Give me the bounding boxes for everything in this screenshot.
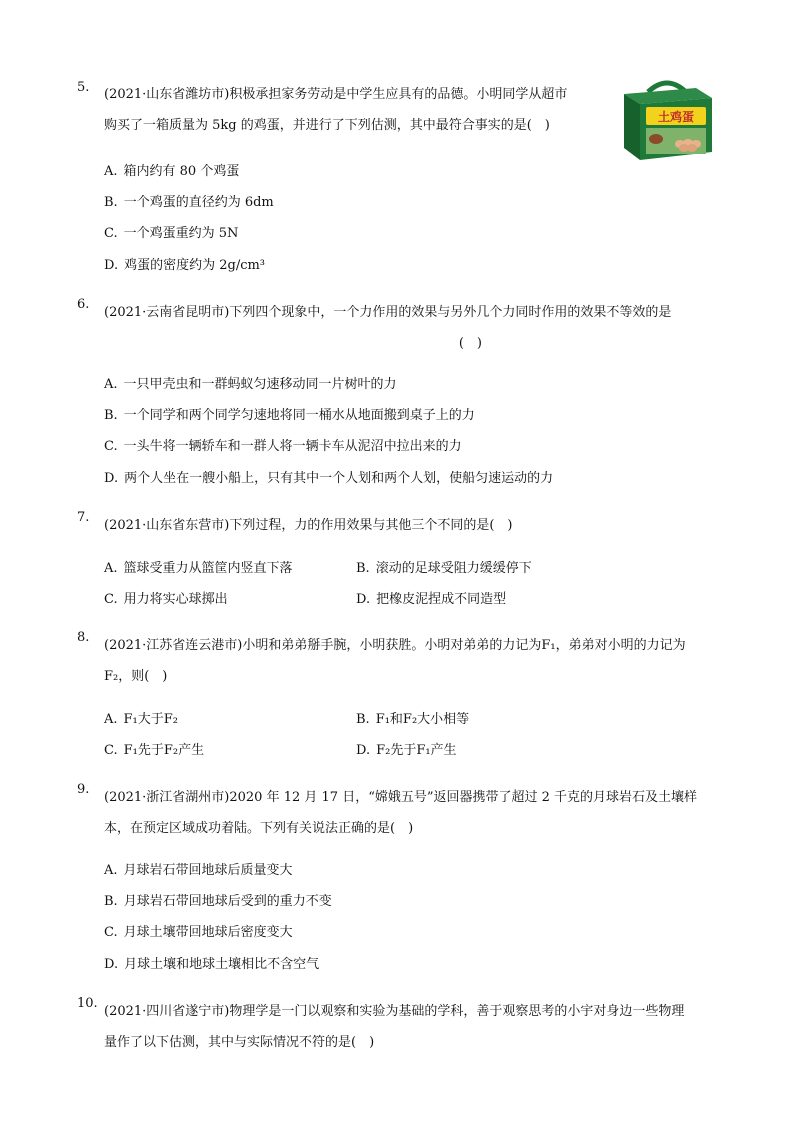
option-7c: C. 用力将实心球掷出: [104, 592, 228, 607]
option-8a: A. F₁大于F₂: [104, 712, 178, 727]
stem-line: F₂，则( ): [104, 669, 168, 684]
question-stem: [104, 782, 717, 844]
option-9c: C. 月球土壤带回地球后密度变大: [104, 925, 293, 940]
stem-line: (2021·江苏省连云港市)小明和弟弟掰手腕，小明获胜。小明对弟弟的力记为F₁，弟弟对小明的力记为: [104, 638, 686, 653]
option-6d: D. 两个人坐在一艘小船上，只有其中一个人划和两个人划，使船匀速运动的力: [104, 471, 554, 486]
question-number: 7.: [77, 510, 90, 525]
option-7d: D. 把橡皮泥捏成不同造型: [356, 592, 507, 607]
option-5d: D. 鸡蛋的密度约为 2g/cm³: [104, 258, 266, 273]
stem-line: (2021·浙江省湖州市)2020 年 12 月 17 日，“嫦娥五号”返回器携带了超过 2 千克的月球岩石及土壤样: [104, 790, 698, 805]
option-9a: A. 月球岩石带回地球后质量变大: [104, 863, 293, 878]
question-number: 8.: [77, 630, 90, 645]
question-stem: [104, 996, 717, 1058]
question-10: [77, 996, 717, 1058]
question-6: [77, 297, 717, 359]
option-7a: A. 篮球受重力从篮筐内竖直下落: [104, 561, 293, 576]
option-7b: B. 滚动的足球受阻力缓缓停下: [356, 561, 532, 576]
question-stem: [104, 79, 624, 141]
option-9b: B. 月球岩石带回地球后受到的重力不变: [104, 894, 332, 909]
question-number: 5.: [77, 80, 90, 95]
option-6a: A. 一只甲壳虫和一群蚂蚁匀速移动同一片树叶的力: [104, 377, 397, 392]
option-8d: D. F₂先于F₁产生: [356, 743, 457, 758]
stem-line: (2021·云南省昆明市)下列四个现象中，一个力作用的效果与另外几个力同时作用的效果不等效的是: [104, 305, 672, 320]
option-8c: C. F₁先于F₂产生: [104, 743, 205, 758]
question-stem: [104, 630, 717, 692]
stem-line: 购买了一箱质量为 5kg 的鸡蛋，并进行了下列估测，其中最符合事实的是( ): [104, 118, 550, 133]
question-9: [77, 782, 717, 844]
option-5b: B. 一个鸡蛋的直径约为 6dm: [104, 195, 274, 210]
question-stem: [104, 510, 717, 541]
question-8: [77, 630, 717, 692]
stem-line: 量作了以下估测，其中与实际情况不符的是( ): [104, 1035, 375, 1050]
option-5a: A. 箱内约有 80 个鸡蛋: [104, 164, 240, 179]
stem-line: 本，在预定区域成功着陆。下列有关说法正确的是( ): [104, 821, 414, 836]
option-9d: D. 月球土壤和地球土壤相比不含空气: [104, 957, 320, 972]
question-number: 10.: [77, 996, 98, 1011]
stem-line: (2021·山东省潍坊市)积极承担家务劳动是中学生应具有的品德。小明同学从超市: [104, 87, 568, 102]
stem-line: ( ): [458, 336, 482, 351]
question-number: 6.: [77, 297, 90, 312]
question-number: 9.: [77, 782, 90, 797]
question-7: [77, 510, 717, 541]
option-6c: C. 一头牛将一辆轿车和一群人将一辆卡车从泥沼中拉出来的力: [104, 439, 462, 454]
question-stem: [104, 297, 717, 359]
egg-box-image: [618, 76, 716, 162]
stem-line: (2021·四川省遂宁市)物理学是一门以观察和实验为基础的学科，善于观察思考的小宇对身边一些物理: [104, 1004, 685, 1019]
stem-line: (2021·山东省东营市)下列过程，力的作用效果与其他三个不同的是( ): [104, 518, 513, 533]
option-5c: C. 一个鸡蛋重约为 5N: [104, 226, 239, 241]
option-8b: B. F₁和F₂大小相等: [356, 712, 470, 727]
option-6b: B. 一个同学和两个同学匀速地将同一桶水从地面搬到桌子上的力: [104, 408, 475, 423]
egg-box-label: 土鸡蛋: [657, 110, 695, 124]
